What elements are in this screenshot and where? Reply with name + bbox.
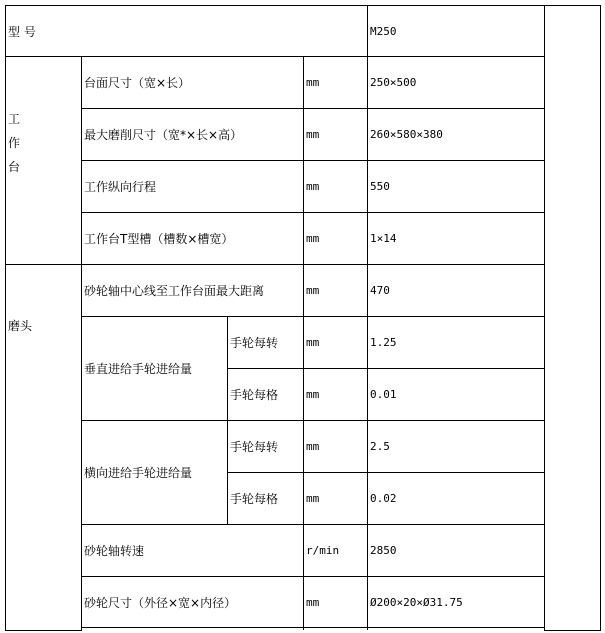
param-unit: mm (304, 265, 368, 317)
param-value: 550 (368, 161, 545, 213)
param-name: 台面尺寸（宽×长） (82, 57, 304, 109)
param-value: 2.5 (368, 421, 545, 473)
table-row (6, 161, 601, 213)
param-unit: r/min (304, 525, 368, 577)
worktable-group-label (6, 57, 82, 265)
param-value: 0.01 (368, 369, 545, 421)
table-row-cut-off (6, 628, 601, 631)
grinding-head-group-label: 磨头 (6, 265, 82, 631)
worktable-label-char: 台 (8, 160, 21, 174)
param-subname: 手轮每转 (228, 421, 304, 473)
machine-spec-table (5, 5, 601, 631)
right-blank-column (545, 6, 601, 631)
model-label: 型 号 (8, 24, 36, 39)
table-row (6, 6, 601, 57)
param-unit: mm (304, 577, 368, 628)
param-value: Ø200×20×Ø31.75 (368, 577, 545, 628)
param-unit: mm (304, 369, 368, 421)
param-value: 0.02 (368, 473, 545, 525)
table-row (6, 577, 601, 628)
param-unit: mm (304, 473, 368, 525)
param-name: 砂轮轴中心线至工作台面最大距离 (82, 265, 304, 317)
param-name: 工作纵向行程 (82, 161, 304, 213)
table-row (6, 421, 601, 473)
param-name: 砂轮轴转速 (82, 525, 304, 577)
model-label-cell (6, 6, 368, 57)
param-subname: 手轮每转 (228, 317, 304, 369)
table-row (6, 57, 601, 109)
table-row (6, 265, 601, 317)
table-row (6, 109, 601, 161)
param-unit: mm (304, 57, 368, 109)
model-value-cell (368, 6, 545, 57)
param-value: 1×14 (368, 213, 545, 265)
table-row (6, 213, 601, 265)
param-name: 工作台T型槽（槽数×槽宽） (82, 213, 304, 265)
param-subname: 手轮每格 (228, 369, 304, 421)
table-row (6, 317, 601, 369)
param-name: 砂轮尺寸（外径×宽×内径） (82, 577, 304, 628)
param-value: 260×580×380 (368, 109, 545, 161)
param-value: 2850 (368, 525, 545, 577)
param-value: 250×500 (368, 57, 545, 109)
param-unit: mm (304, 317, 368, 369)
worktable-label-char: 作 (8, 136, 21, 150)
param-unit: mm (304, 213, 368, 265)
param-name: 最大磨削尺寸（宽*×长×高） (82, 109, 304, 161)
vertical-feed-label: 垂直进给手轮进给量 (82, 317, 228, 421)
worktable-label-char: 工 (8, 112, 21, 126)
param-unit: mm (304, 421, 368, 473)
param-unit: mm (304, 109, 368, 161)
param-value: 1.25 (368, 317, 545, 369)
table-row (6, 525, 601, 577)
param-unit: mm (304, 161, 368, 213)
param-value: 470 (368, 265, 545, 317)
param-subname: 手轮每格 (228, 473, 304, 525)
cross-feed-label: 横向进给手轮进给量 (82, 421, 228, 525)
model-value: M250 (370, 24, 397, 38)
